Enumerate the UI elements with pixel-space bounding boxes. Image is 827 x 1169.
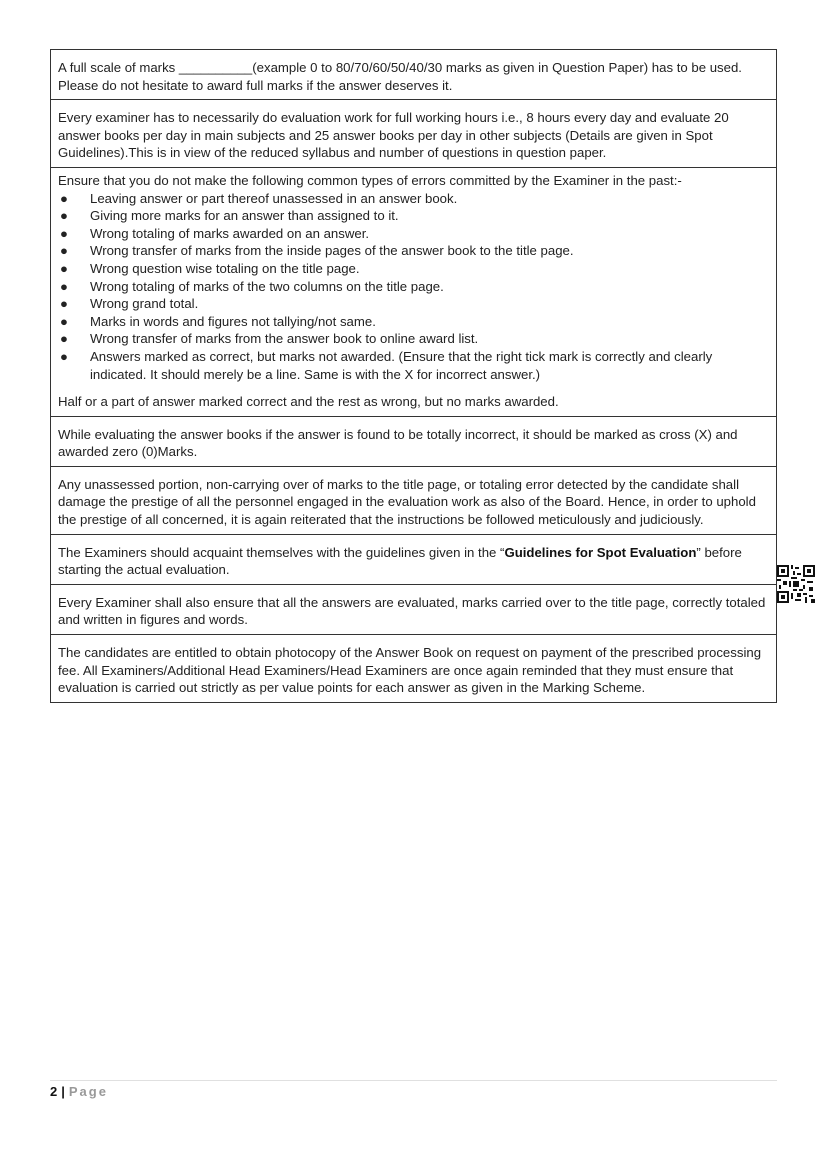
bullet-icon: ● xyxy=(60,348,68,364)
bullet-icon: ● xyxy=(60,225,68,241)
instructions-table xyxy=(50,49,777,703)
row-photocopy xyxy=(51,634,776,702)
error-list-item xyxy=(58,330,769,348)
error-list-item xyxy=(58,278,769,296)
guidelines-after: ” before starting the actual evaluation. xyxy=(58,544,742,578)
error-list-item xyxy=(58,225,769,243)
row-working-hours xyxy=(51,99,776,167)
spot-guidelines-text xyxy=(58,544,769,579)
error-item-text: Marks in words and figures not tallying/not same. xyxy=(90,313,376,329)
error-item-text: Wrong grand total. xyxy=(90,296,199,312)
errors-list xyxy=(58,190,769,384)
bullet-icon: ● xyxy=(60,278,68,294)
error-list-item xyxy=(58,190,769,208)
footer-separator: | xyxy=(61,1084,65,1099)
error-list-item xyxy=(58,313,769,331)
bullet-icon: ● xyxy=(60,243,68,259)
error-item-text: Wrong totaling of marks awarded on an answer. xyxy=(90,225,370,241)
row-incorrect-answer xyxy=(51,416,776,466)
bullet-icon: ● xyxy=(60,313,68,329)
error-item-text: Wrong transfer of marks from the inside pages of the answer book to the title page. xyxy=(90,243,574,259)
ensure-evaluated-text: Every Examiner shall also ensure that all the answers are evaluated, marks carried over to the title page, correctly totaled and written in figures and words. xyxy=(58,594,766,628)
error-list-item xyxy=(58,260,769,278)
error-list-item xyxy=(58,207,769,225)
guidelines-bold: Guidelines for Spot Evaluation xyxy=(504,544,697,560)
error-list-item xyxy=(58,348,769,383)
error-item-text: Giving more marks for an answer than assigned to it. xyxy=(90,208,399,224)
guidelines-before: The Examiners should acquaint themselves with the guidelines given in the “ xyxy=(58,544,505,560)
working-hours-text: Every examiner has to necessarily do evaluation work for full working hours i.e., 8 hours every day and evaluate 20 answer books per day in main subjects and 25 answer books per day in other subjects (Details are given in Spot Guidelines).This is in view of the reduced syllabus and number of questions in question paper. xyxy=(58,110,729,161)
page-number: 2 xyxy=(50,1084,58,1099)
error-item-text: Leaving answer or part thereof unassessed in an answer book. xyxy=(90,190,458,206)
full-scale-text: A full scale of marks __________(example 0 to 80/70/60/50/40/30 marks as given in Question Paper) has to be used. Please do not hesitate to award full marks if the answer deserves it. xyxy=(58,60,742,93)
row-ensure-evaluated xyxy=(51,584,776,634)
bullet-icon: ● xyxy=(60,260,68,276)
errors-intro-text: Ensure that you do not make the following common types of errors committed by the Examiner in the past:- xyxy=(58,172,682,188)
bullet-icon: ● xyxy=(60,296,68,312)
error-item-text: Wrong transfer of marks from the answer book to online award list. xyxy=(90,331,479,347)
errors-closing-text: Half or a part of answer marked correct and the rest as wrong, but no marks awarded. xyxy=(58,394,559,410)
error-list-item xyxy=(58,295,769,313)
row-spot-guidelines xyxy=(51,534,776,584)
bullet-icon: ● xyxy=(60,331,68,347)
row-unassessed xyxy=(51,466,776,534)
row-common-errors xyxy=(51,167,776,416)
error-list-item xyxy=(58,242,769,260)
incorrect-answer-text: While evaluating the answer books if the answer is found to be totally incorrect, it should be marked as cross (X) and awarded zero (0)Marks. xyxy=(58,426,738,460)
footer-divider xyxy=(50,1080,777,1081)
bullet-icon: ● xyxy=(60,190,68,206)
photocopy-text: The candidates are entitled to obtain photocopy of the Answer Book on request on payment of the prescribed processing fee. All Examiners/Additional Head Examiners/Head Examiners are once again reminded that they must ensure that evaluation is carried out strictly as per value points for each answer as given in the Marking Scheme. xyxy=(58,645,762,696)
unassessed-text: Any unassessed portion, non-carrying over of marks to the title page, or totaling error detected by the candidate shall damage the prestige of all the personnel engaged in the evaluation work as also of the Board. Hence, in order to uphold the prestige of all concerned, it is again reiterated that the instructions be followed meticulously and judiciously. xyxy=(58,476,756,528)
error-item-text: Wrong question wise totaling on the title page. xyxy=(90,260,360,276)
error-item-text: Wrong totaling of marks of the two columns on the title page. xyxy=(90,278,444,294)
page-word: Page xyxy=(68,1084,108,1099)
error-item-text: Answers marked as correct, but marks not awarded. (Ensure that the right tick mark is correctly and clearly indicated. It should merely be a line. Same is with the X for incorrect answer.) xyxy=(90,348,713,382)
page-footer xyxy=(50,1084,108,1100)
bullet-icon: ● xyxy=(60,208,68,224)
row-full-scale xyxy=(51,50,776,99)
qr-code-icon xyxy=(777,565,815,603)
